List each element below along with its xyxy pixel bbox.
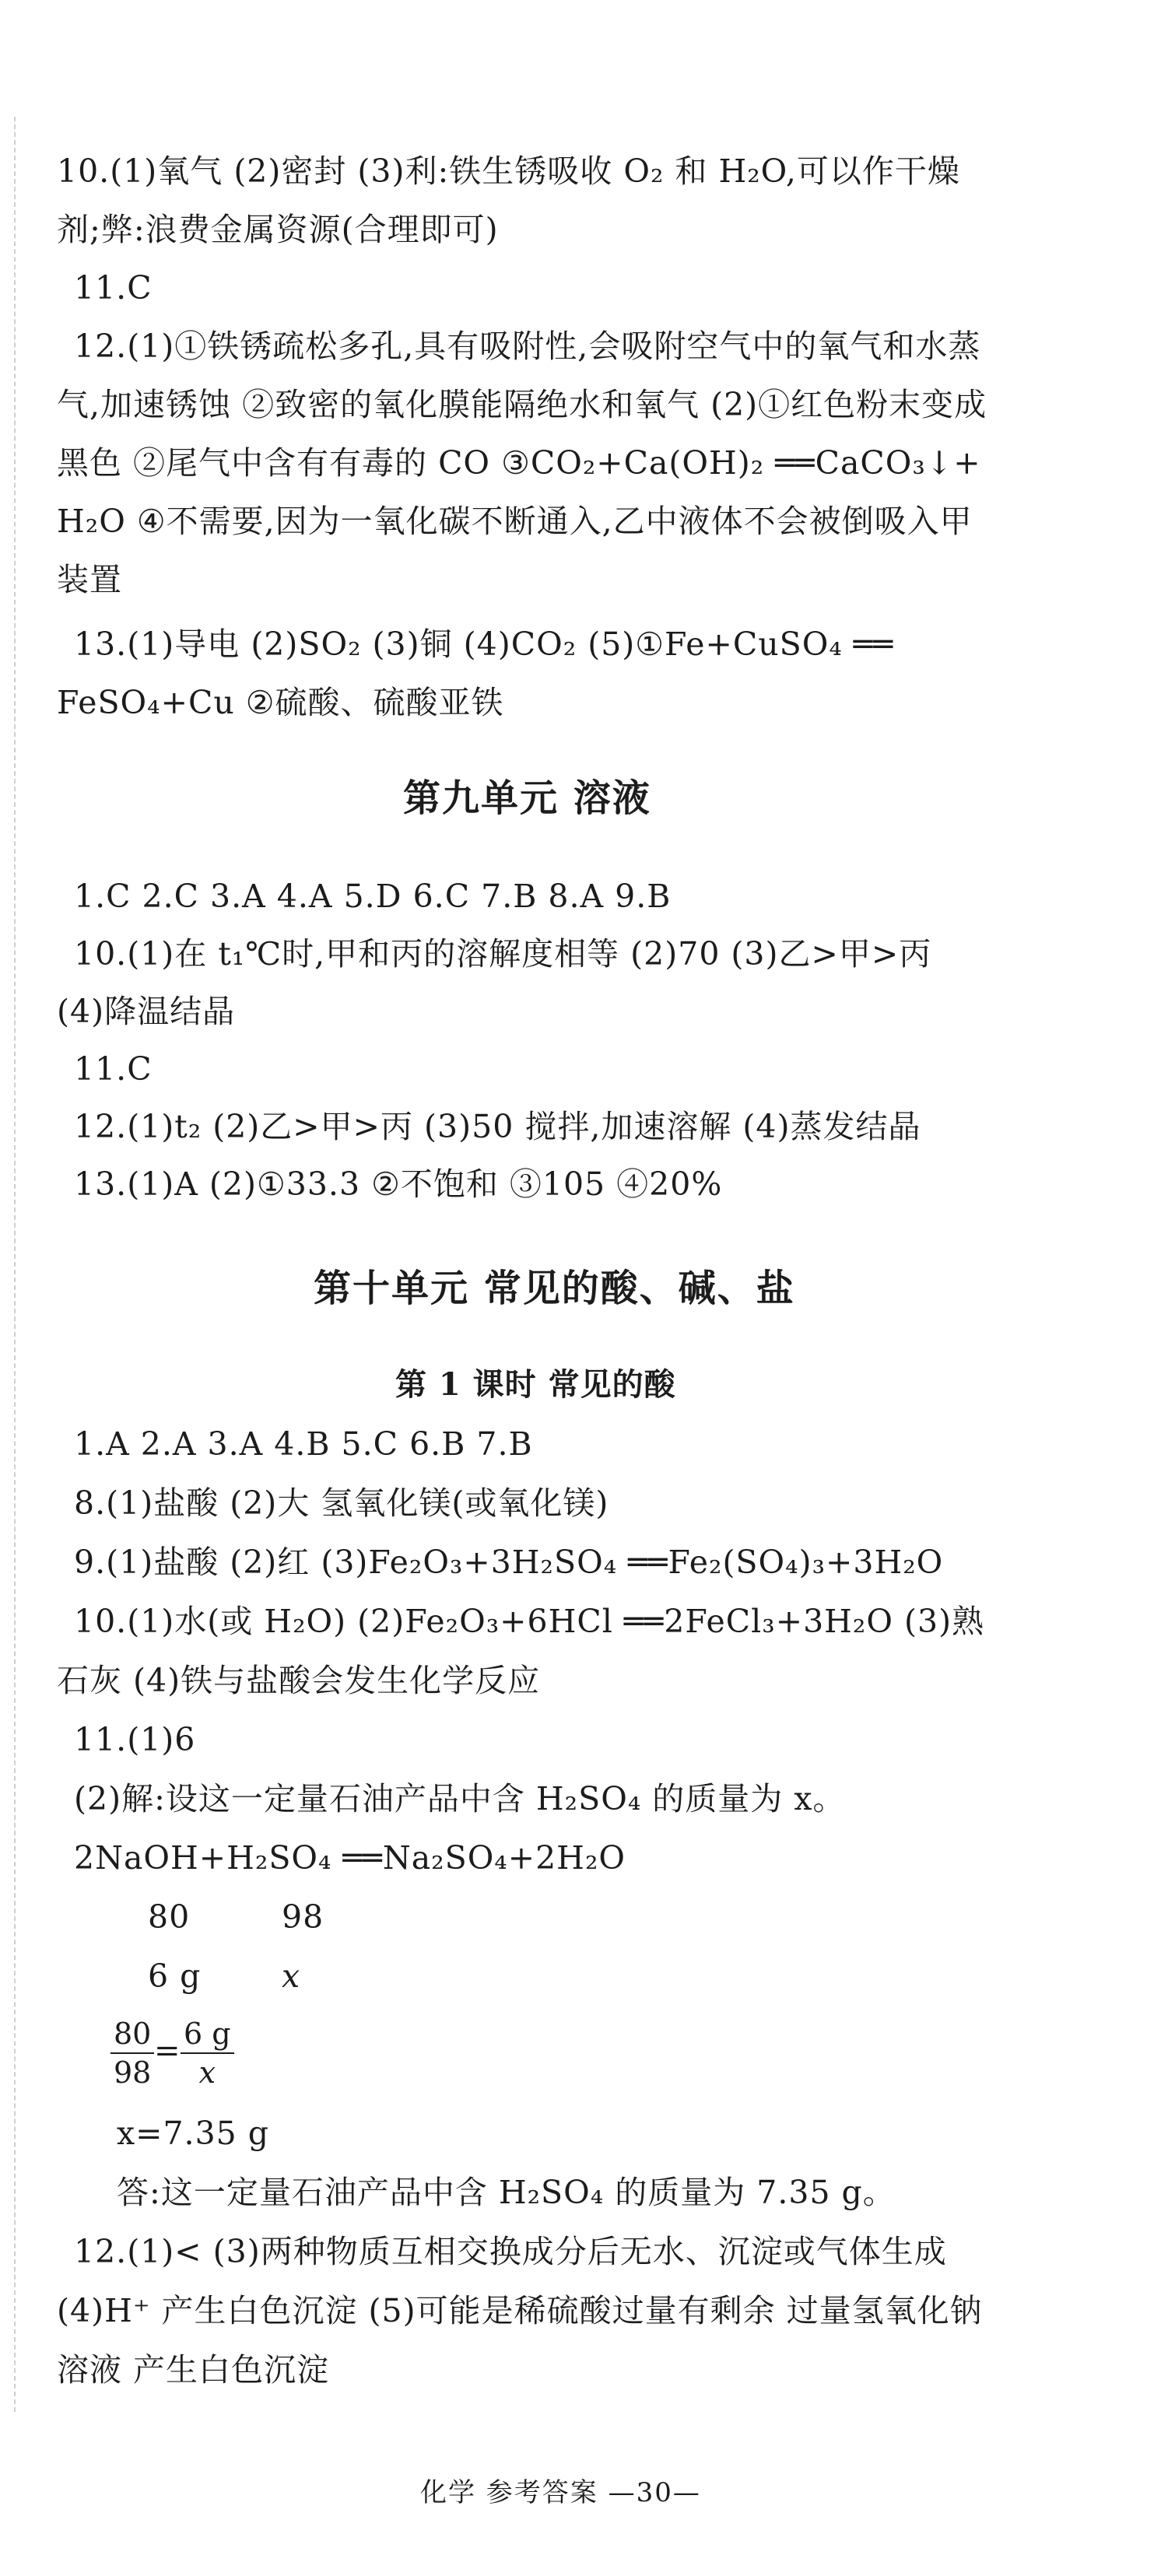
answer-line: H₂O ④不需要,因为一氧化碳不断通入,乙中液体不会被倒吸入甲 [57,503,973,540]
answer-line: 12.(1)①铁锈疏松多孔,具有吸附性,会吸附空气中的氧气和水蒸 [74,328,981,365]
answer-line: FeSO₄+Cu ②硫酸、硫酸亚铁 [57,684,504,721]
answer-line: 石灰 (4)铁与盐酸会发生化学反应 [57,1662,541,1699]
fraction-equals: = [154,2033,181,2069]
answer-line: 10.(1)氧气 (2)密封 (3)利:铁生锈吸收 O₂ 和 H₂O,可以作干燥 [57,152,960,190]
fraction-numerator: 80 [110,2015,154,2054]
answer-line: 装置 [57,561,122,598]
lesson-heading: 第 1 课时 常见的酸 [395,1366,676,1403]
answer-line: 气,加速锈蚀 ②致密的氧化膜能隔绝水和氧气 (2)①红色粉末变成 [57,386,987,423]
answer-line: 溶液 产生白色沉淀 [57,2351,330,2388]
answer-line: 11.C [74,269,153,307]
fraction-right [181,2015,234,2091]
answer-line: 12.(1)< (3)两种物质互相交换成分后无水、沉淀或气体生成 [74,2233,947,2270]
answer-line: 98 [282,1898,324,1936]
fraction-left [110,2015,154,2091]
answer-line: 2NaOH+H₂SO₄ ══Na₂SO₄+2H₂O [74,1839,626,1877]
answer-line: 10.(1)在 t₁℃时,甲和丙的溶解度相等 (2)70 (3)乙>甲>丙 [74,935,932,973]
answer-line: 1.C 2.C 3.A 4.A 5.D 6.C 7.B 8.A 9.B [74,878,672,915]
unit-heading: 第十单元 常见的酸、碱、盐 [314,1267,795,1310]
answer-line: 13.(1)A (2)①33.3 ②不饱和 ③105 ④20% [74,1165,723,1203]
answer-line: 8.(1)盐酸 (2)大 氢氧化镁(或氧化镁) [74,1484,609,1522]
answer-line: 11.(1)6 [74,1721,196,1758]
answer-line: 13.(1)导电 (2)SO₂ (3)铜 (4)CO₂ (5)①Fe+CuSO₄ ══ [74,626,894,663]
answer-line: 剂;弊:浪费金属资源(合理即可) [57,211,499,248]
binding-margin-rule [14,117,16,2412]
answer-line: 6 g [148,1957,202,1995]
answer-line: x [282,1957,301,1995]
page-footer: 化学 参考答案 —30— [420,2477,701,2508]
answer-line: 12.(1)t₂ (2)乙>甲>丙 (3)50 搅拌,加速溶解 (4)蒸发结晶 [74,1108,921,1145]
answer-line: (4)H⁺ 产生白色沉淀 (5)可能是稀硫酸过量有剩余 过量氢氧化钠 [57,2292,983,2329]
answer-line: 9.(1)盐酸 (2)红 (3)Fe₂O₃+3H₂SO₄ ══Fe₂(SO₄)₃+3H₂O [74,1544,944,1581]
answer-line: 1.A 2.A 3.A 4.B 5.C 6.B 7.B [74,1425,533,1463]
fraction-numerator: 6 g [181,2015,234,2054]
answer-line: 答:这一定量石油产品中含 H₂SO₄ 的质量为 7.35 g。 [117,2174,896,2211]
unit-heading: 第九单元 溶液 [403,776,651,820]
answer-line: 80 [148,1898,191,1936]
answer-line: x=7.35 g [117,2115,270,2152]
answer-line: 11.C [74,1050,153,1088]
answer-line: (2)解:设这一定量石油产品中含 H₂SO₄ 的质量为 x。 [74,1780,846,1817]
fraction-denominator: 98 [114,2056,152,2090]
answer-line: 10.(1)水(或 H₂O) (2)Fe₂O₃+6HCl ══2FeCl₃+3H₂O (3)熟 [74,1603,985,1640]
answer-line: (4)降温结晶 [57,993,236,1030]
fraction-denominator: x [198,2056,216,2090]
answer-line: 黑色 ②尾气中含有有毒的 CO ③CO₂+Ca(OH)₂ ══CaCO₃↓+ [57,444,981,482]
